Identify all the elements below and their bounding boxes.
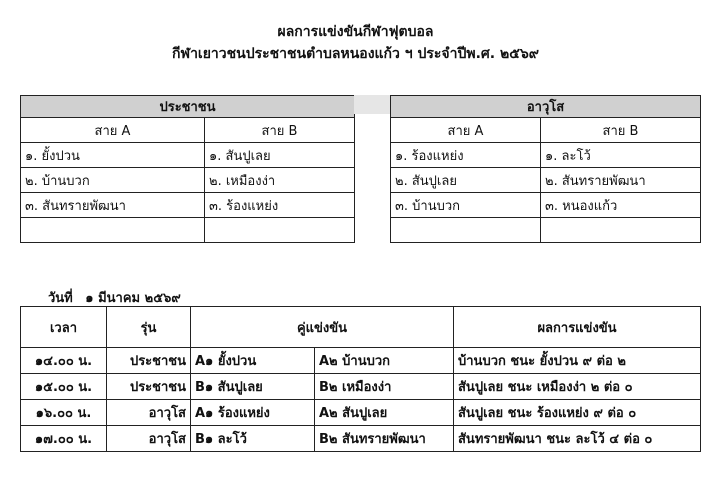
cell-result: บ้านบวก ชนะ ยั้งปวน ๙ ต่อ ๒	[454, 348, 701, 374]
table-row	[21, 400, 701, 426]
group-col-a: สาย A	[391, 118, 541, 143]
group-cell: ๒. เหมืองง่า	[205, 168, 355, 193]
header-gap-shading	[354, 95, 390, 114]
cell-time: ๑๔.๐๐ น.	[21, 348, 107, 374]
cell-team1: B๑ สันปูเลย	[191, 374, 315, 400]
cell-division: อาวุโส	[107, 400, 191, 426]
group-cell: ๒. บ้านบวก	[21, 168, 205, 193]
cell-team1: A๑ ยั้งปวน	[191, 348, 315, 374]
group-title-senior: อาวุโส	[391, 96, 701, 118]
group-cell: ๑. สันปูเลย	[205, 143, 355, 168]
group-cell-empty	[391, 218, 541, 243]
cell-team2: B๒ เหมืองง่า	[315, 374, 454, 400]
group-cell: ๒. สันทรายพัฒนา	[541, 168, 701, 193]
group-table-senior	[390, 95, 701, 243]
cell-result: สันปูเลย ชนะ เหมืองง่า ๒ ต่อ ๐	[454, 374, 701, 400]
cell-result: สันปูเลย ชนะ ร้องแหย่ง ๙ ต่อ ๐	[454, 400, 701, 426]
cell-team2: B๒ สันทรายพัฒนา	[315, 426, 454, 452]
group-cell: ๑. ร้องแหย่ง	[391, 143, 541, 168]
header-division: รุ่น	[107, 307, 191, 348]
cell-division: อาวุโส	[107, 426, 191, 452]
group-cell: ๑. ละโว้	[541, 143, 701, 168]
group-cell: ๓. ร้องแหย่ง	[205, 193, 355, 218]
group-title-public: ประชาชน	[21, 96, 355, 118]
cell-time: ๑๕.๐๐ น.	[21, 374, 107, 400]
table-row	[21, 348, 701, 374]
group-cell: ๒. สันปูเลย	[391, 168, 541, 193]
table-row	[21, 374, 701, 400]
date-value: ๑ มีนาคม ๒๕๖๙	[85, 291, 181, 306]
document-subtitle: กีฬาเยาวชนประชาชนตำบลหนองแก้ว ฯ ประจำปีพ.ศ. ๒๕๖๙	[172, 46, 539, 62]
date-label: วันที่	[48, 291, 73, 306]
group-cell-empty	[21, 218, 205, 243]
cell-team2: A๒ บ้านบวก	[315, 348, 454, 374]
cell-time: ๑๖.๐๐ น.	[21, 400, 107, 426]
header-result: ผลการแข่งขัน	[454, 307, 701, 348]
header-time: เวลา	[21, 307, 107, 348]
group-cell: ๑. ยั้งปวน	[21, 143, 205, 168]
header-matchup: คู่แข่งขัน	[191, 307, 454, 348]
group-cell-empty	[541, 218, 701, 243]
group-col-b: สาย B	[541, 118, 701, 143]
cell-team1: A๑ ร้องแหย่ง	[191, 400, 315, 426]
group-table-public	[20, 95, 355, 243]
group-cell: ๓. สันทรายพัฒนา	[21, 193, 205, 218]
cell-time: ๑๗.๐๐ น.	[21, 426, 107, 452]
document-title: ผลการแข่งขันกีฬาฟุตบอล	[277, 24, 434, 40]
schedule-table	[20, 306, 701, 452]
group-col-b: สาย B	[205, 118, 355, 143]
cell-team1: B๑ ละโว้	[191, 426, 315, 452]
cell-team2: A๒ สันปูเลย	[315, 400, 454, 426]
group-col-a: สาย A	[21, 118, 205, 143]
group-cell: ๓. บ้านบวก	[391, 193, 541, 218]
cell-division: ประชาชน	[107, 374, 191, 400]
match-date	[48, 287, 189, 308]
table-row	[21, 426, 701, 452]
group-cell: ๓. หนองแก้ว	[541, 193, 701, 218]
group-cell-empty	[205, 218, 355, 243]
cell-division: ประชาชน	[107, 348, 191, 374]
cell-result: สันทรายพัฒนา ชนะ ละโว้ ๔ ต่อ ๐	[454, 426, 701, 452]
